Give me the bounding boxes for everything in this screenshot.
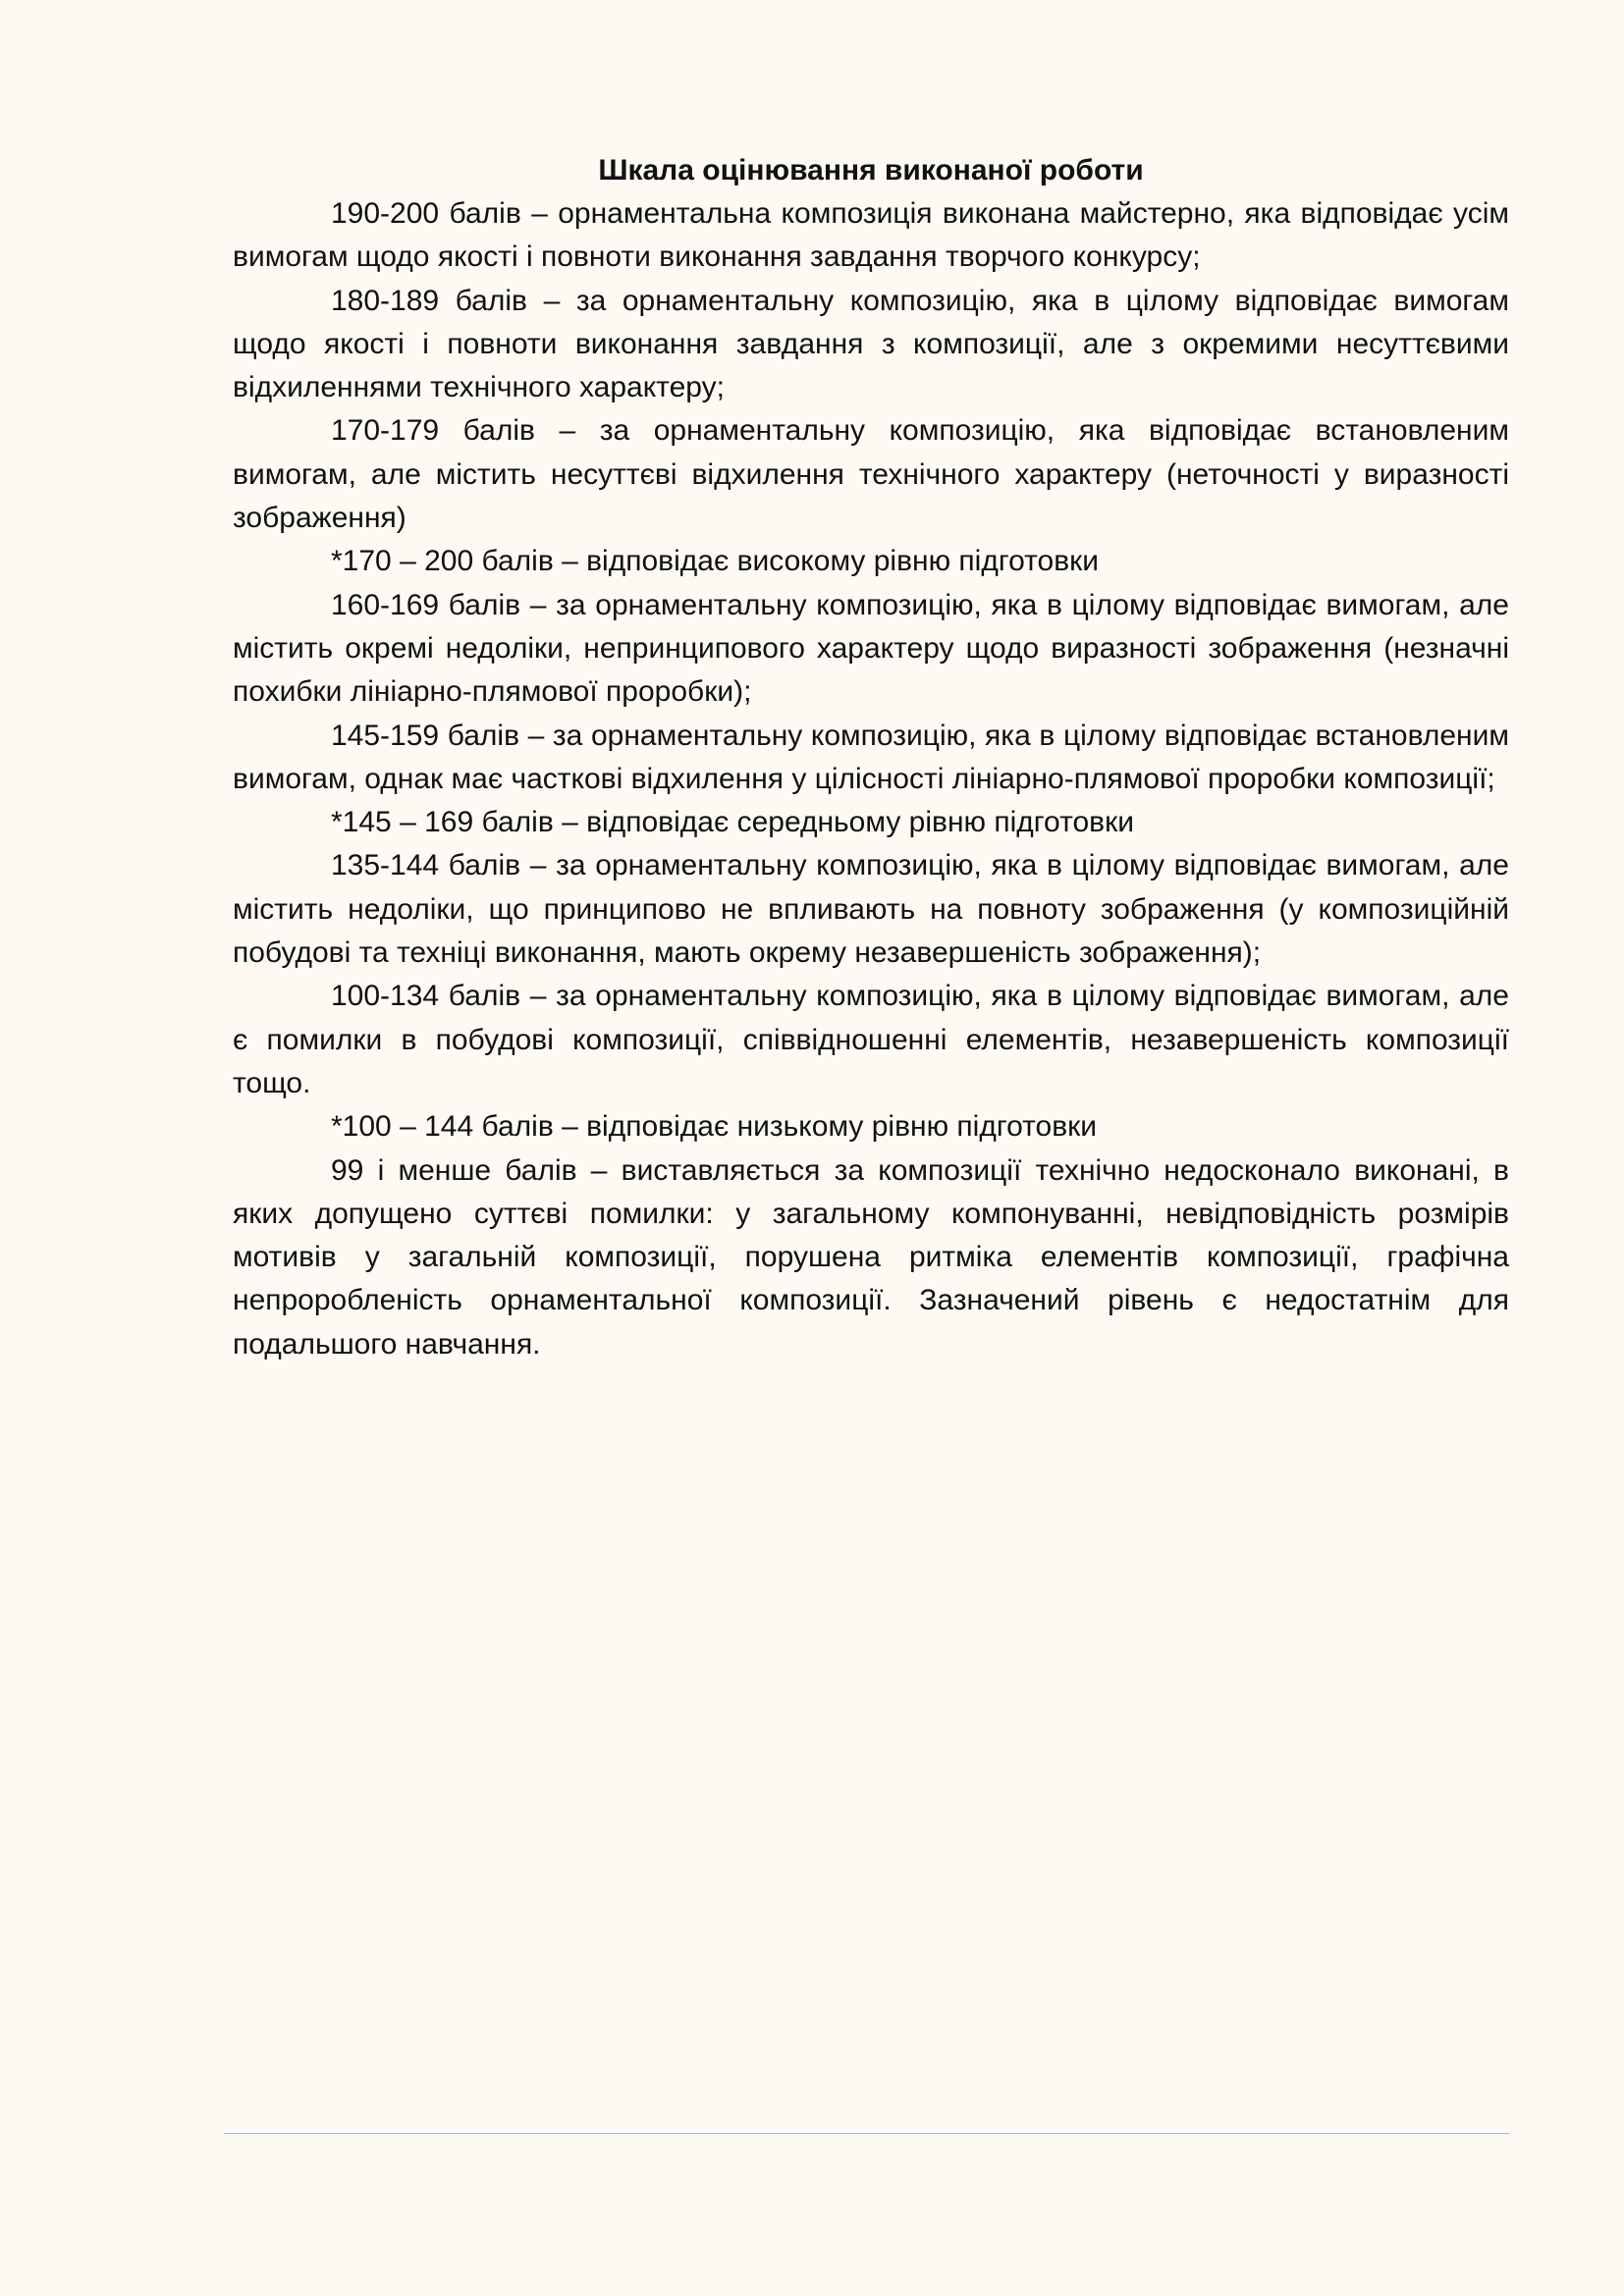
- paragraph-100-134: 100-134 балів – за орнаментальну композицію, яка в цілому відповідає вимогам, але є помилки в побудові композиції, співвідношенні елементів, незавершеність композиції тощо.: [233, 980, 1509, 1099]
- paragraph-135-144: 135-144 балів – за орнаментальну композицію, яка в цілому відповідає вимогам, але містить недоліки, що принципово не впливають на повноту зображення (у композиційній побудові та техніці виконання, мають окрему незавершеність зображення);: [233, 849, 1509, 970]
- page-content: [233, 149, 1509, 1366]
- paragraph-145-159: 145-159 балів – за орнаментальну композицію, яка в цілому відповідає встановленим вимогам, однак має часткові відхилення у цілісності лініарно-плямової проробки композиції;: [233, 719, 1509, 795]
- document-title: Шкала оцінювання виконаної роботи: [598, 154, 1144, 187]
- paragraph-99-and-less: 99 і менше балів – виставляється за композиції технічно недосконало виконані, в яких допущено суттєві помилки: у загальному компонуванні, невідповідність розмірів мотивів у загальній композиції, порушена ритміка елементів композиції, графічна непроробленість орнаментальної композиції. Зазначений рівень є недостатнім для подальшого навчання.: [233, 1153, 1509, 1361]
- paragraph-180-189: 180-189 балів – за орнаментальну композицію, яка в цілому відповідає вимогам щодо якості і повноти виконання завдання з композиції, але з окремими несуттєвими відхиленнями технічного характеру;: [233, 284, 1509, 404]
- paragraph-level-medium: *145 – 169 балів – відповідає середньому рівню підготовки: [331, 806, 1134, 839]
- paragraph-170-179: 170-179 балів – за орнаментальну композицію, яка відповідає встановленим вимогам, але містить несуттєві відхилення технічного характеру (неточності у виразності зображення): [233, 414, 1509, 535]
- paragraph-160-169: 160-169 балів – за орнаментальну композицію, яка в цілому відповідає вимогам, але містить окремі недоліки, непринципового характеру щодо виразності зображення (незначні похибки лініарно-плямової проробки);: [233, 588, 1509, 709]
- paragraph-level-low: *100 – 144 балів – відповідає низькому рівню підготовки: [331, 1110, 1098, 1144]
- paragraph-190-200: 190-200 балів – орнаментальна композиція виконана майстерно, яка відповідає усім вимогам щодо якості і повноти виконання завдання творчого конкурсу;: [233, 197, 1509, 274]
- footer-divider: [224, 2133, 1509, 2134]
- paragraph-level-high: *170 – 200 балів – відповідає високому рівню підготовки: [331, 545, 1100, 578]
